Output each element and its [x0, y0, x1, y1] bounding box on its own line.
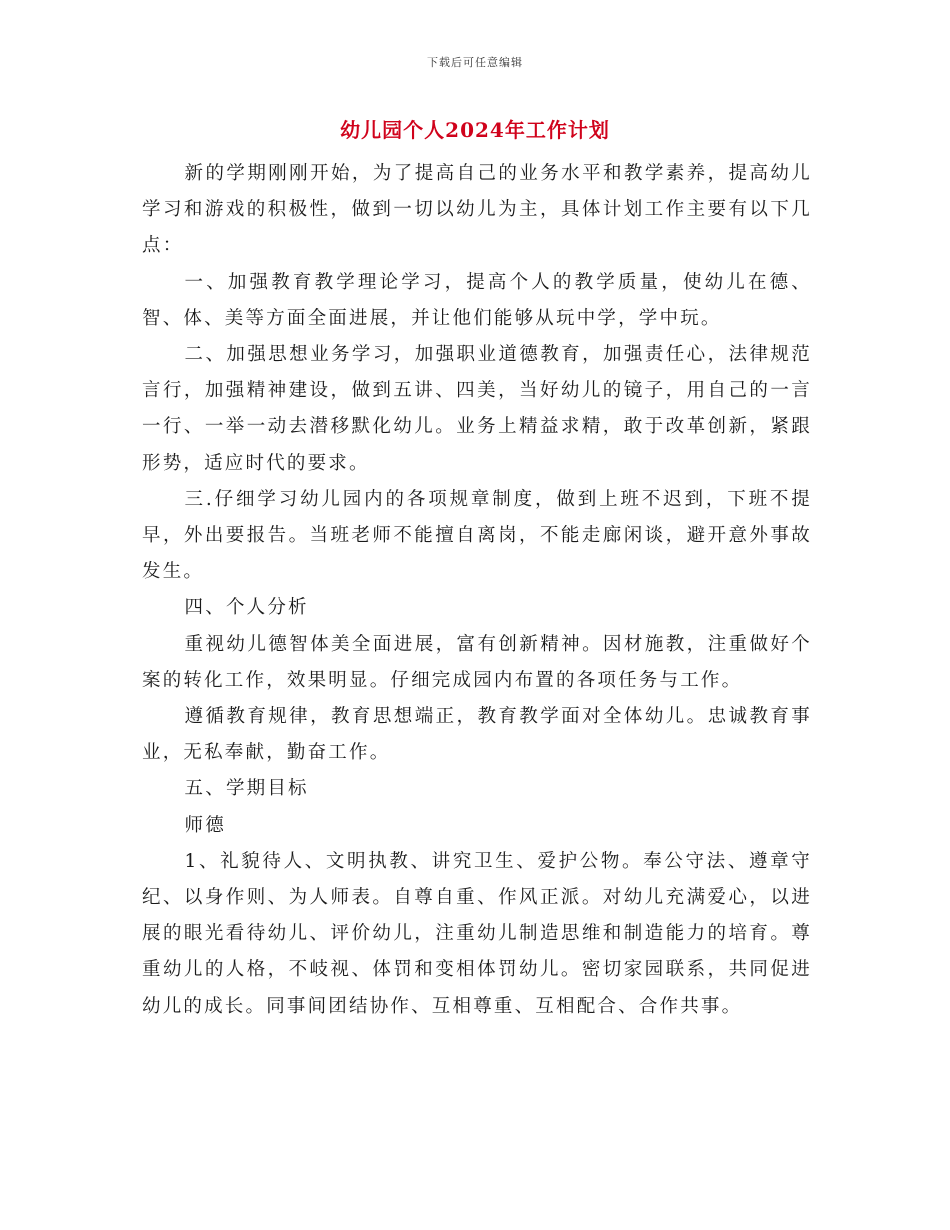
paragraph-section-1: 一、加强教育教学理论学习，提高个人的教学质量，使幼儿在德、智、体、美等方面全面进展，并让他们能够从玩中学，学中玩。	[142, 271, 812, 329]
heading-personal-analysis: 四、个人分析	[184, 597, 309, 619]
page-header-note: 下载后可任意编辑	[427, 56, 523, 69]
document-body	[142, 156, 812, 1025]
paragraph-intro: 新的学期刚刚开始，为了提高自己的业务水平和教学素养，提高幼儿学习和游戏的积极性，做到一切以幼儿为主，具体计划工作主要有以下几点：	[142, 163, 812, 257]
paragraph-ethics-1: 1、礼貌待人、文明执教、讲究卫生、爱护公物。奉公守法、遵章守纪、以身作则、为人师表。自尊自重、作风正派。对幼儿充满爱心，以进展的眼光看待幼儿、评价幼儿，注重幼儿制造思维和制造能力的培育。尊重幼儿的人格，不岐视、体罚和变相体罚幼儿。密切家园联系，共同促进幼儿的成长。同事间团结协作、互相尊重、互相配合、合作共事。	[142, 850, 812, 1017]
document-title: 幼儿园个人2024年工作计划	[340, 118, 610, 142]
paragraph-analysis-1: 重视幼儿德智体美全面进展，富有创新精神。因材施教，注重做好个案的转化工作，效果明显。仔细完成园内布置的各项任务与工作。	[142, 633, 812, 691]
heading-semester-goals: 五、学期目标	[184, 778, 309, 800]
paragraph-section-2: 二、加强思想业务学习，加强职业道德教育，加强责任心，法律规范言行，加强精神建设，做到五讲、四美，当好幼儿的镜子，用自己的一言一行、一举一动去潜移默化幼儿。业务上精益求精，敢于改革创新，紧跟形势，适应时代的要求。	[142, 344, 812, 474]
paragraph-section-3: 三.仔细学习幼儿园内的各项规章制度，做到上班不迟到，下班不提早，外出要报告。当班老师不能擅自离岗，不能走廊闲谈，避开意外事故发生。	[142, 488, 812, 583]
paragraph-analysis-2: 遵循教育规律，教育思想端正，教育教学面对全体幼儿。忠诚教育事业，无私奉献，勤奋工作。	[142, 706, 812, 764]
heading-teacher-ethics: 师德	[184, 814, 226, 836]
